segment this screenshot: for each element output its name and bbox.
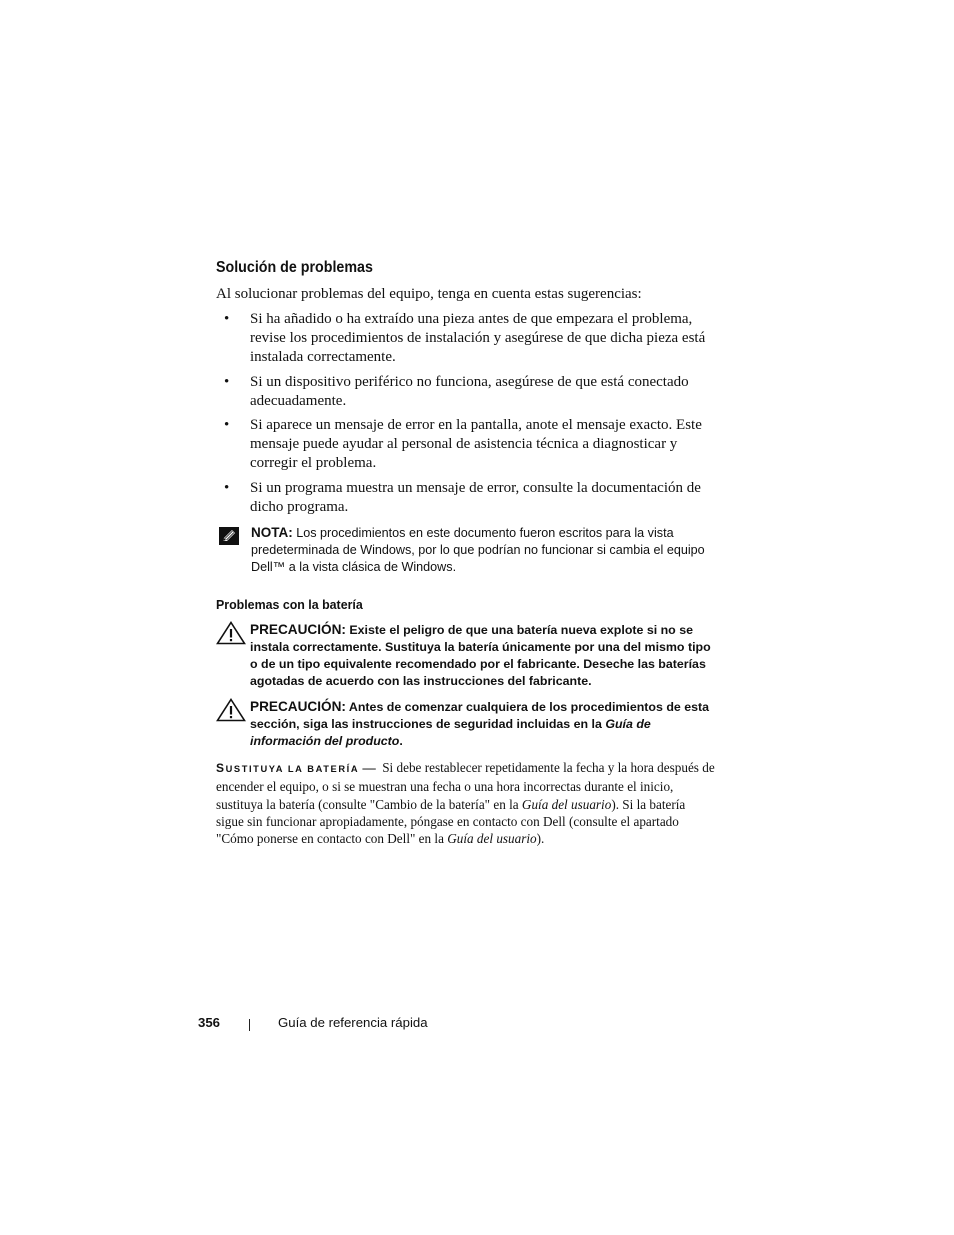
run-in-heading: USTITUYA LA BATERÍA [225,764,360,774]
run-in-dash: — [362,760,376,775]
note-body: Los procedimientos en este documento fueron escritos para la vista predeterminada de Windows, por lo que podrían no funcionar si cambia el equipo Dell™ a la vista clásica de Windows. [251,526,705,574]
note-pencil-icon [218,526,240,546]
product-guide-reference: Guía de información del producto [250,717,651,748]
list-item [216,373,716,411]
list-item [216,479,716,517]
footer-divider [249,1019,250,1031]
paragraph-text: ). Si la batería sigue sin funcionar apropiadamente, póngase en contacto con Dell (consulte el apartado "Cómo ponerse en contacto con Dell" en la [216,796,686,847]
paragraph-text: Si debe restablecer repetidamente la fecha y la hora después de encender el equipo, o si se muestran una fecha o una hora incorrectas durante el inicio, sustituya la batería (consulte "Cambio de la batería" en la [216,760,715,812]
section-title: Solución de problemas [216,259,373,276]
caution-body: Existe el peligro de que una batería nueva explote si no se instala correctamente. Sustituya la batería únicamente por una del mismo tipo o de un tipo equivalente recomendado por el fabricante. Deseche las baterías agotadas de acuerdo con las instrucciones del fabricante. [250,623,711,688]
warning-triangle-icon [216,698,246,722]
list-item-text: Si aparece un mensaje de error en la pantalla, anote el mensaje exacto. Este mensaje puede ayudar al personal de asistencia técnica a diagnosticar y corregir el problema. [250,417,702,471]
paragraph-text: ). [536,831,545,847]
suggestion-list [216,310,716,522]
caution-body: Antes de comenzar cualquiera de los procedimientos de esta sección, siga las instrucciones de seguridad incluidas en la [250,700,710,731]
list-item-text: Si un programa muestra un mensaje de error, consulte la documentación de dicho programa. [250,479,701,515]
note-label: NOTA: [251,525,293,540]
intro-text: Al solucionar problemas del equipo, tenga en cuenta estas sugerencias: [216,286,642,302]
list-item-text: Si ha añadido o ha extraído una pieza antes de que empezara el problema, revise los procedimientos de instalación y asegúrese de que dicha pieza está instalada correctamente. [250,311,706,365]
user-guide-reference: Guía del usuario [521,796,612,812]
run-in-heading-initial: S [216,761,226,775]
user-guide-reference: Guía del usuario [447,831,537,847]
caution-label: PRECAUCIÓN: [250,622,346,637]
list-item [216,310,716,367]
bullet-icon: • [224,479,230,496]
caution-text [250,698,721,750]
battery-section-title: Problemas con la batería [216,597,363,612]
list-item [216,416,716,473]
replace-battery-paragraph [216,759,716,847]
note-text [251,524,721,576]
page-number: 356 [198,1015,221,1030]
footer-title: Guía de referencia rápida [278,1015,428,1030]
bullet-icon: • [224,417,230,433]
warning-triangle-icon [216,621,246,645]
list-item-text: Si un dispositivo periférico no funciona, asegúrese de que está conectado adecuadamente. [250,373,689,409]
caution-text [250,621,721,690]
caution-label: PRECAUCIÓN: [250,699,346,714]
bullet-icon: • [224,373,230,390]
bullet-icon: • [224,311,230,327]
caution-end: . [399,734,403,748]
